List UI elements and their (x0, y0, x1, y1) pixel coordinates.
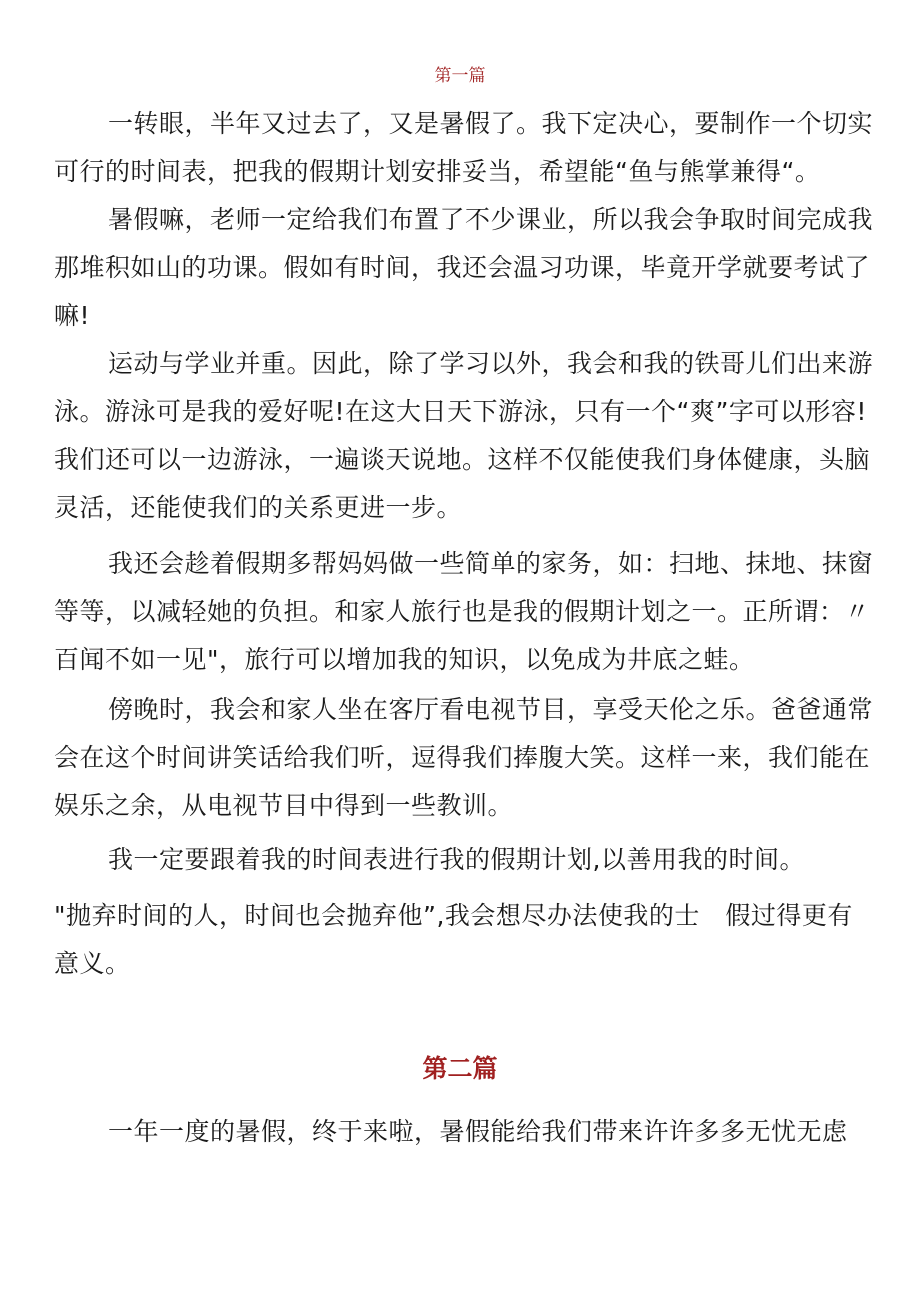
section-title-second: 第二篇 (422, 1054, 498, 1083)
paragraph-2: 暑假嘛，老师一定给我们布置了不少课业，所以我会争取时间完成我那堆积如山的功课。假如有时间，我还会温习功课，毕竟开学就要考试了嘛! (54, 205, 874, 330)
paragraph-3: 运动与学业并重。因此，除了学习以外，我会和我的铁哥儿们出来游泳。游泳可是我的爱好呢!在这大日天下游泳，只有一个“爽”字可以形容!我们还可以一边游泳，一遍谈天说地。这样不仅能使我们身体健康，头脑灵活，还能使我们的关系更进一步。 (54, 349, 874, 522)
paragraph-8: 一年一度的暑假，终于来啦，暑假能给我们带来许许多多无忧无虑 (108, 1117, 848, 1146)
paragraph-6: 我一定要跟着我的时间表进行我的假期计划,以善用我的时间。 (108, 845, 805, 874)
paragraph-7: "抛弃时间的人，时间也会抛弃他”,我会想尽办法使我的士 假过得更有意义。 (54, 901, 853, 978)
paragraph-5: 傍晚时，我会和家人坐在客厅看电视节目，享受天伦之乐。爸爸通常会在这个时间讲笑话给我们听，逗得我们捧腹大笑。这样一来，我们能在娱乐之余，从电视节目中得到一些教训。 (54, 695, 874, 820)
paragraph-1: 一转眼，半年又过去了，又是暑假了。我下定决心，要制作一个切实可行的时间表，把我的假期计划安排妥当，希望能“鱼与熊掌兼得“。 (54, 109, 874, 186)
section-title-first: 第一篇 (434, 66, 486, 86)
paragraph-4: 我还会趁着假期多帮妈妈做一些简单的家务，如：扫地、抹地、抹窗等等，以减轻她的负担。和家人旅行也是我的假期计划之一。正所谓：〃百闻不如一见"，旅行可以增加我的知识，以免成为井底之蛙。 (54, 549, 874, 674)
